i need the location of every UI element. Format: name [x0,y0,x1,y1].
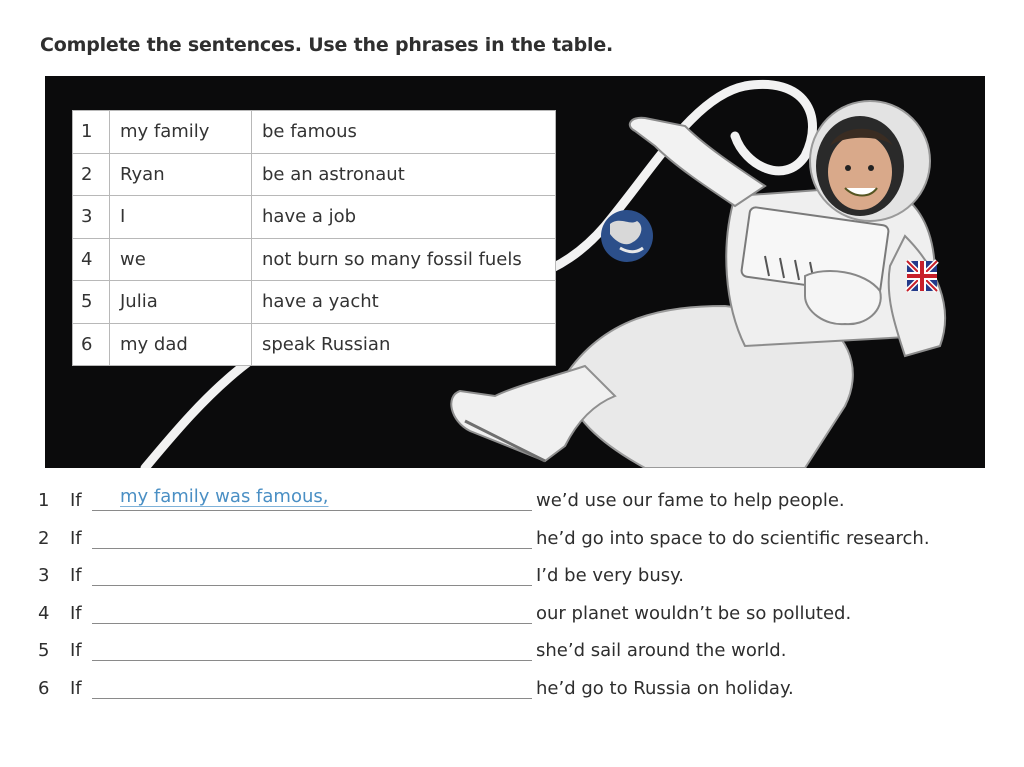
sentence-ending: he’d go into space to do scientific research. [536,527,930,549]
answer-blank[interactable] [92,623,532,624]
table-row [73,196,556,239]
sentence-if: If [70,490,82,511]
sentence-if: If [70,602,82,624]
sentence-number: 1 [38,490,50,511]
row-phrase: have a job [252,196,556,239]
sentence-item [0,518,1024,555]
instruction-heading: Complete the sentences. Use the phrases in the table. [40,34,614,56]
row-subject: Julia [110,281,252,324]
sentence-if: If [70,640,82,662]
row-subject: my family [110,111,252,154]
sentence-item [0,593,1024,630]
earth-icon [601,210,653,262]
sentence-item [0,480,1024,517]
answer-blank[interactable] [92,510,532,511]
sentence-ending: our planet wouldn’t be so polluted. [536,602,852,624]
sentence-ending: he’d go to Russia on holiday. [536,678,794,699]
sentence-item [0,668,1024,705]
sentence-ending: she’d sail around the world. [536,640,787,662]
sentence-item [0,555,1024,592]
row-subject: Ryan [110,153,252,196]
sentence-number: 5 [38,640,50,662]
row-subject: my dad [110,323,252,366]
row-phrase: be an astronaut [252,153,556,196]
sentence-ending: we’d use our fame to help people. [536,490,845,511]
answer-blank[interactable] [92,698,532,699]
table-row [73,111,556,154]
sentence-item [0,630,1024,667]
union-flag-icon [907,261,937,291]
sentence-number: 2 [38,527,50,549]
answer-blank[interactable] [92,585,532,586]
table-row [73,238,556,281]
table-row [73,153,556,196]
table-row [73,281,556,324]
sentence-if: If [70,678,82,699]
row-phrase: speak Russian [252,323,556,366]
row-phrase: not burn so many fossil fuels [252,238,556,281]
row-subject: I [110,196,252,239]
table-row [73,323,556,366]
row-number: 5 [73,281,110,324]
sentence-ending: I’d be very busy. [536,565,684,587]
row-subject: we [110,238,252,281]
phrase-table [72,110,556,366]
answer-text: my family was famous, [120,486,329,507]
row-number: 4 [73,238,110,281]
answer-blank[interactable] [92,548,532,549]
sentence-if: If [70,565,82,587]
row-number: 1 [73,111,110,154]
row-phrase: have a yacht [252,281,556,324]
row-number: 6 [73,323,110,366]
row-phrase: be famous [252,111,556,154]
row-number: 3 [73,196,110,239]
sentence-if: If [70,527,82,549]
answer-blank[interactable] [92,660,532,661]
row-number: 2 [73,153,110,196]
sentence-number: 6 [38,678,50,699]
sentence-number: 4 [38,602,50,624]
sentence-number: 3 [38,565,50,587]
